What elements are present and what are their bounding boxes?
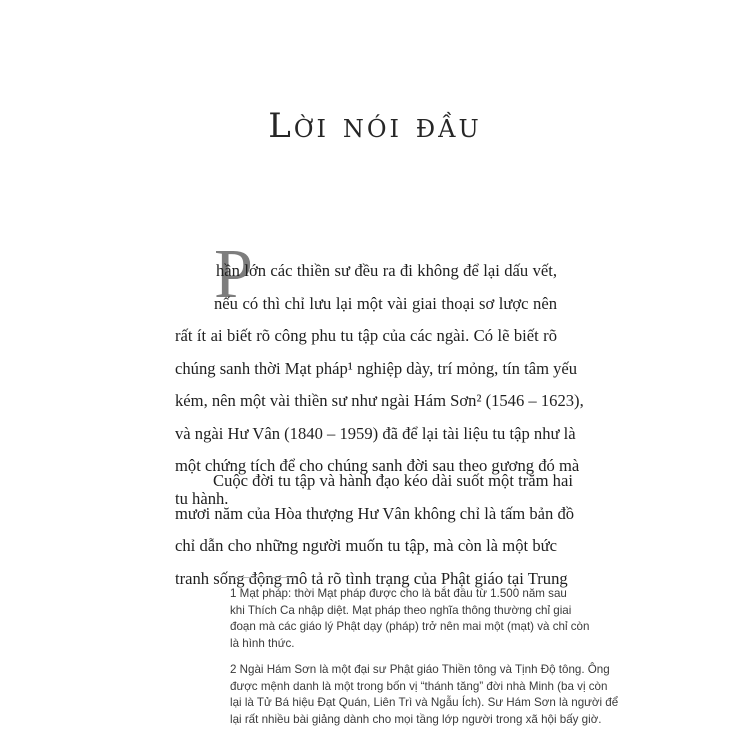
footnote-line: lại rất nhiều bài giảng dành cho mọi tầng lớp người trong xã hội bấy giờ. [230,712,602,726]
footnote-line: lại là Tử Bá hiệu Đạt Quán, Liên Trì và Ngẫu Ích). Sư Hám Sơn là người để [230,696,619,709]
drop-cap-letter: P [214,236,253,313]
footnote-2 [230,662,619,728]
paragraph-line: mươi năm của Hòa thượng Hư Vân không chỉ là tấm bản đồ [175,503,575,523]
paragraph-line: một chứng tích để cho chúng sanh đời sau theo gương đó mà [175,456,580,475]
paragraph-line: và ngài Hư Vân (1840 – 1959) đã để lại tài liệu tu tập như là [175,423,576,443]
footnote-line: là hình thức. [230,636,295,650]
chapter-title: Lời nói đầu [268,106,482,146]
footnotes [230,586,619,738]
footnote-line: được mệnh danh là một trong bốn vị “thánh tăng” đời nhà Minh (ba vị còn [230,679,608,693]
paragraph-line: tu hành. [175,488,229,508]
footnote-line: 1 Mạt pháp: thời Mạt pháp được cho là bắt đầu từ 1.500 năm sau [230,587,567,600]
footnote-divider [230,577,296,578]
footnote-line: đoạn mà các giáo lý Phật dạy (pháp) trở nên mai một (mạt) và chỉ còn [230,620,590,633]
footnote-line: khi Thích Ca nhập diệt. Mạt pháp theo nghĩa thông thường chỉ giai [230,603,572,617]
footnote-1 [230,586,590,652]
paragraph-line: chúng sanh thời Mạt pháp¹ nghiệp dày, trí mỏng, tín tâm yếu [175,358,578,378]
paragraph-line: rất ít ai biết rõ công phu tu tập của các ngài. Có lẽ biết rõ [175,326,557,345]
paragraph-line: chỉ dẫn cho những người muốn tu tập, mà còn là một bức [175,536,557,555]
paragraph-line: hần lớn các thiền sư đều ra đi không để lại dấu vết, [216,261,557,280]
paragraph-line: nếu có thì chỉ lưu lại một vài giai thoại sơ lược nên [214,293,557,313]
paragraph-line: Cuộc đời tu tập và hành đạo kéo dài suốt một trăm hai [213,471,573,490]
paragraph-line: tranh sống động mô tả rõ tình trạng của Phật giáo tại Trung [175,568,568,588]
paragraph-line: kém, nên một vài thiền sư như ngài Hám Sơn² (1546 – 1623), [175,391,584,410]
footnote-line: 2 Ngài Hám Sơn là một đại sư Phật giáo Thiền tông và Tịnh Độ tông. Ông [230,663,610,676]
